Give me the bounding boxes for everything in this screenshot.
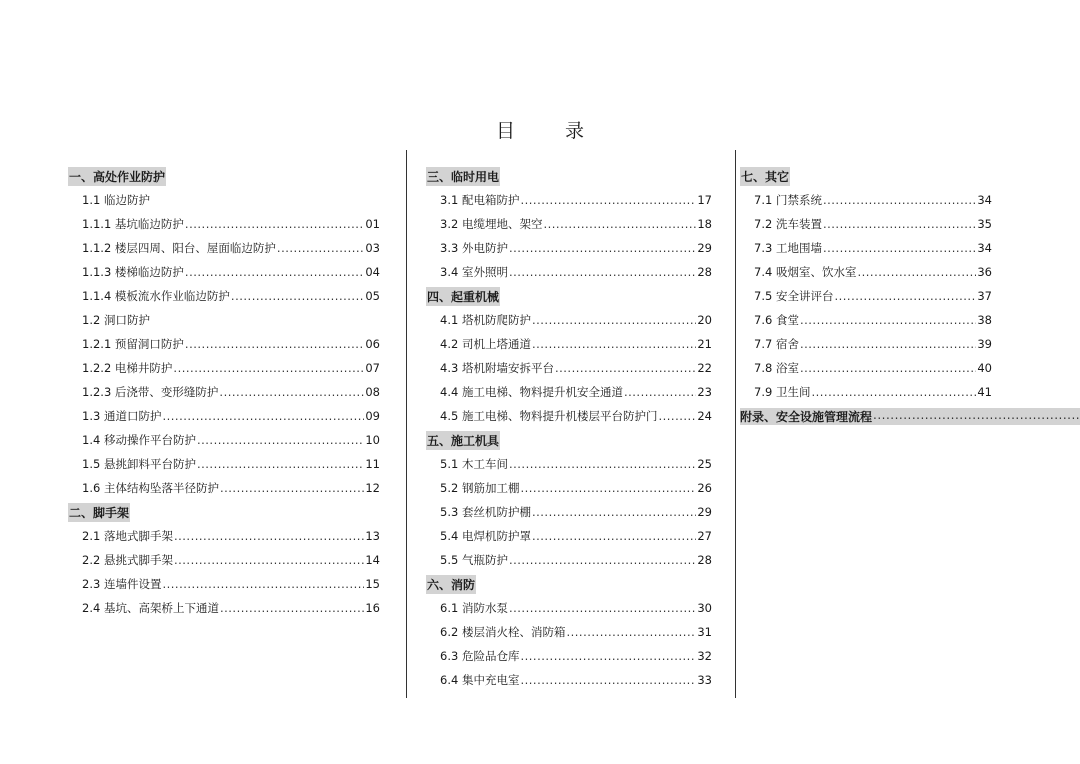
dot-leader [174, 553, 364, 567]
toc-entry[interactable] [426, 332, 712, 356]
entry-label: 4.2 司机上塔通道 [440, 337, 531, 351]
dot-leader [823, 193, 976, 207]
page-number: 24 [697, 409, 712, 423]
entry-label: 2.1 落地式脚手架 [82, 529, 173, 543]
toc-entry[interactable] [426, 668, 712, 692]
dot-leader [658, 409, 696, 423]
dot-leader [624, 385, 696, 399]
entry-label: 4.3 塔机附墙安拆平台 [440, 361, 554, 375]
toc-column-2 [426, 164, 712, 692]
column-divider [735, 150, 736, 698]
toc-entry[interactable] [740, 284, 992, 308]
entry-label: 1.1.1 基坑临边防护 [82, 217, 184, 231]
page-number: 16 [365, 601, 380, 615]
entry-label: 6.3 危险品仓库 [440, 649, 520, 663]
page-number: 26 [697, 481, 712, 495]
page-number: 22 [697, 361, 712, 375]
page-number: 14 [365, 553, 380, 567]
entry-label: 7.8 浴室 [754, 361, 799, 375]
entry-label: 7.7 宿舍 [754, 337, 799, 351]
dot-leader [509, 457, 696, 471]
dot-leader [811, 385, 976, 399]
dot-leader [185, 265, 364, 279]
dot-leader [277, 241, 364, 255]
entry-label: 6.1 消防水泵 [440, 601, 508, 615]
toc-entry[interactable] [68, 332, 380, 356]
dot-leader [555, 361, 696, 375]
page-number: 35 [977, 217, 992, 231]
toc-entry[interactable] [740, 356, 992, 380]
section-label: 三、临时用电 [426, 167, 500, 186]
dot-leader [823, 217, 976, 231]
page-number: 40 [977, 361, 992, 375]
entry-label: 2.3 连墙件设置 [82, 577, 162, 591]
dot-leader [509, 241, 696, 255]
entry-label: 3.2 电缆埋地、架空 [440, 217, 543, 231]
entry-label: 4.1 塔机防爬防护 [440, 313, 531, 327]
toc-entry[interactable] [68, 284, 380, 308]
page-number: 30 [697, 601, 712, 615]
page-number: 11 [365, 457, 380, 471]
page-number: 13 [365, 529, 380, 543]
dot-leader [532, 505, 696, 519]
toc-entry[interactable] [426, 356, 712, 380]
dot-leader [520, 481, 696, 495]
entry-label: 5.1 木工车间 [440, 457, 508, 471]
toc-entry[interactable] [426, 404, 712, 428]
page-number: 27 [697, 529, 712, 543]
dot-leader [520, 649, 696, 663]
toc-entry[interactable] [68, 572, 380, 596]
entry-label: 1.6 主体结构坠落半径防护 [82, 481, 219, 495]
toc-entry[interactable] [426, 308, 712, 332]
entry-label: 7.1 门禁系统 [754, 193, 822, 207]
toc-entry[interactable] [68, 548, 380, 572]
toc-section-heading[interactable] [426, 572, 712, 596]
entry-label: 6.2 楼层消火栓、消防箱 [440, 625, 566, 639]
toc-section-heading[interactable] [68, 164, 380, 188]
toc-section-heading[interactable] [426, 284, 712, 308]
entry-label: 1.2.1 预留洞口防护 [82, 337, 184, 351]
entry-label: 3.1 配电箱防护 [440, 193, 520, 207]
toc-entry[interactable] [426, 260, 712, 284]
page-number: 20 [697, 313, 712, 327]
entry-label: 2.4 基坑、高架桥上下通道 [82, 601, 219, 615]
dot-leader [231, 289, 364, 303]
toc-section-heading[interactable] [740, 404, 992, 428]
page-number: 28 [697, 553, 712, 567]
toc-section-heading[interactable] [740, 164, 992, 188]
entry-label: 6.4 集中充电室 [440, 673, 520, 687]
page-number: 34 [977, 241, 992, 255]
entry-label: 3.3 外电防护 [440, 241, 508, 255]
toc-section-heading[interactable] [68, 500, 380, 524]
page-number: 31 [697, 625, 712, 639]
column-divider [406, 150, 407, 698]
section-label: 五、施工机具 [426, 431, 500, 450]
entry-label: 4.4 施工电梯、物料提升机安全通道 [440, 385, 623, 399]
toc-entry[interactable] [68, 260, 380, 284]
toc-entry[interactable] [426, 236, 712, 260]
toc-entry[interactable] [740, 260, 992, 284]
dot-leader [173, 361, 364, 375]
dot-leader [532, 313, 696, 327]
page-number: 05 [365, 289, 380, 303]
dot-leader [857, 265, 976, 279]
page-number: 12 [365, 481, 380, 495]
page-number: 25 [697, 457, 712, 471]
toc-entry[interactable] [68, 188, 380, 212]
section-label: 四、起重机械 [426, 287, 500, 306]
entry-label: 1.1 临边防护 [82, 193, 150, 207]
page-number: 41 [977, 385, 992, 399]
toc-entry[interactable] [68, 308, 380, 332]
page-number: 28 [697, 265, 712, 279]
page-number: 23 [697, 385, 712, 399]
toc-entry[interactable] [68, 212, 380, 236]
toc-entry[interactable] [68, 380, 380, 404]
toc-entry[interactable] [740, 332, 992, 356]
page-number: 01 [365, 217, 380, 231]
dot-leader [185, 217, 364, 231]
dot-leader [162, 409, 364, 423]
entry-label: 1.2.2 电梯井防护 [82, 361, 173, 375]
entry-label: 1.2.3 后浇带、变形缝防护 [82, 385, 219, 399]
page-number: 07 [365, 361, 380, 375]
dot-leader [566, 625, 696, 639]
page-number: 09 [365, 409, 380, 423]
dot-leader [220, 481, 364, 495]
toc-column-1 [68, 164, 380, 620]
page-number: 32 [697, 649, 712, 663]
dot-leader [219, 385, 364, 399]
dot-leader [532, 529, 696, 543]
entry-label: 7.5 安全讲评台 [754, 289, 834, 303]
dot-leader [800, 313, 976, 327]
toc-column-3 [740, 164, 992, 428]
dot-leader [197, 457, 364, 471]
toc-entry[interactable] [426, 212, 712, 236]
page-number: 21 [697, 337, 712, 351]
page-number: 06 [365, 337, 380, 351]
dot-leader [174, 529, 364, 543]
dot-leader [185, 337, 364, 351]
entry-label: 3.4 室外照明 [440, 265, 508, 279]
entry-label: 5.4 电焊机防护罩 [440, 529, 531, 543]
toc-entry[interactable] [68, 524, 380, 548]
page-number: 15 [365, 577, 380, 591]
toc-entry[interactable] [426, 476, 712, 500]
toc-entry[interactable] [426, 380, 712, 404]
dot-leader [520, 673, 696, 687]
page-number: 34 [977, 193, 992, 207]
toc-entry[interactable] [740, 188, 992, 212]
dot-leader [509, 265, 696, 279]
toc-entry[interactable] [426, 548, 712, 572]
dot-leader [509, 601, 696, 615]
entry-label: 7.4 吸烟室、饮水室 [754, 265, 857, 279]
entry-label: 1.1.3 楼梯临边防护 [82, 265, 184, 279]
entry-label: 1.1.2 楼层四周、阳台、屋面临边防护 [82, 241, 276, 255]
toc-entry[interactable] [68, 452, 380, 476]
entry-label: 5.5 气瓶防护 [440, 553, 508, 567]
section-label: 六、消防 [426, 575, 476, 594]
section-label: 一、高处作业防护 [68, 167, 166, 186]
page-number: 36 [977, 265, 992, 279]
toc-entry[interactable] [426, 596, 712, 620]
toc-entry[interactable] [426, 500, 712, 524]
toc-entry[interactable] [426, 644, 712, 668]
page-number: 29 [697, 241, 712, 255]
dot-leader [532, 337, 696, 351]
page-number: 33 [697, 673, 712, 687]
page-number: 10 [365, 433, 380, 447]
entry-label: 1.1.4 模板流水作业临边防护 [82, 289, 230, 303]
toc-entry[interactable] [68, 428, 380, 452]
toc-entry[interactable] [68, 476, 380, 500]
section-label: 附录、安全设施管理流程 [740, 409, 873, 424]
page-number: 03 [365, 241, 380, 255]
entry-label: 4.5 施工电梯、物料提升机楼层平台防护门 [440, 409, 658, 423]
page-title: 目 录 [495, 120, 607, 142]
page-number: 29 [697, 505, 712, 519]
toc-entry[interactable] [68, 356, 380, 380]
dot-leader [520, 193, 696, 207]
toc-entry[interactable] [426, 620, 712, 644]
toc-entry[interactable] [426, 188, 712, 212]
entry-label: 7.2 洗车装置 [754, 217, 822, 231]
toc-entry[interactable] [68, 596, 380, 620]
dot-leader [543, 217, 696, 231]
entry-label: 1.3 通道口防护 [82, 409, 162, 423]
entry-label: 2.2 悬挑式脚手架 [82, 553, 173, 567]
entry-label: 5.3 套丝机防护棚 [440, 505, 531, 519]
page-number: 18 [697, 217, 712, 231]
page-number: 04 [365, 265, 380, 279]
page-number: 17 [697, 193, 712, 207]
toc-section-heading[interactable] [426, 164, 712, 188]
toc-section-heading[interactable] [426, 428, 712, 452]
entry-label: 1.5 悬挑卸料平台防护 [82, 457, 196, 471]
entry-label: 5.2 钢筋加工棚 [440, 481, 520, 495]
dot-leader [873, 408, 1080, 425]
entry-label: 1.4 移动操作平台防护 [82, 433, 196, 447]
section-label: 二、脚手架 [68, 503, 130, 522]
dot-leader [800, 337, 976, 351]
page-number: 37 [977, 289, 992, 303]
entry-label: 7.3 工地围墙 [754, 241, 822, 255]
toc-entry[interactable] [740, 236, 992, 260]
toc-entry[interactable] [740, 212, 992, 236]
toc-entry[interactable] [740, 380, 992, 404]
toc-entry[interactable] [426, 452, 712, 476]
toc-entry[interactable] [68, 404, 380, 428]
dot-leader [162, 577, 364, 591]
dot-leader [834, 289, 976, 303]
page-number: 08 [365, 385, 380, 399]
toc-entry[interactable] [740, 308, 992, 332]
section-label: 七、其它 [740, 167, 790, 186]
page-number: 38 [977, 313, 992, 327]
dot-leader [823, 241, 976, 255]
dot-leader [800, 361, 976, 375]
dot-leader [220, 601, 364, 615]
page-number: 39 [977, 337, 992, 351]
dot-leader [197, 433, 364, 447]
entry-label: 7.6 食堂 [754, 313, 799, 327]
toc-entry[interactable] [426, 524, 712, 548]
dot-leader [509, 553, 696, 567]
entry-label: 1.2 洞口防护 [82, 313, 150, 327]
toc-entry[interactable] [68, 236, 380, 260]
entry-label: 7.9 卫生间 [754, 385, 811, 399]
